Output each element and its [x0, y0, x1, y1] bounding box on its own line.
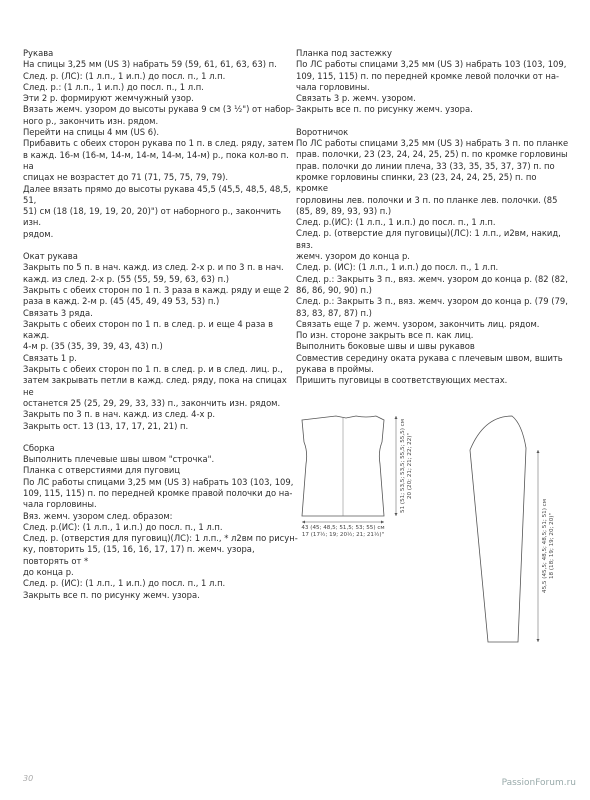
- text-line: Связать 3 р. жемч. узором.: [296, 93, 416, 104]
- text-line: раза в кажд. 2-м р. (45 (45, 49, 49 53, 53) п.): [23, 296, 220, 307]
- text-line: Закрыть по 5 п. в нач. кажд. из след. 2-х р. и по 3 п. в нач.: [23, 262, 284, 273]
- text-line: в кажд. 16-м (16-м, 14-м, 14-м, 14-м, 14-м) р., пока кол-во п. на: [23, 149, 289, 171]
- section-title: Планка под застежку: [296, 48, 392, 58]
- text-line: горловины лев. полочки и 3 п. по планке лев. полочки. (85: [296, 194, 558, 205]
- text-line: прав. полочки до линии плеча, 33 (33, 35, 35, 37, 37) п. по: [296, 160, 555, 171]
- text-line: Выполнить боковые швы и швы рукавов: [296, 341, 475, 352]
- text-line: Планка с отверстиями для пуговиц: [23, 465, 181, 476]
- text-line: След. р. (ИС): (1 л.п., 1 и.п.) до посл. п., 1 л.п.: [296, 262, 499, 273]
- section-title: Воротничок: [296, 126, 349, 137]
- section-title: Сборка: [23, 442, 55, 453]
- section-title: Рукава: [23, 48, 54, 58]
- text-line: прав. полочки, 23 (23, 24, 24, 25, 25) п. по кромке горловины: [296, 149, 568, 160]
- section: [23, 443, 298, 601]
- text-line: Закрыть по 3 п. в нач. кажд. из след. 4-х р.: [23, 409, 216, 420]
- section: [23, 48, 298, 240]
- text-line: След. р.: (1 л.п., 1 и.п.) до посл. п., 1 л.п.: [23, 81, 204, 92]
- text-line: На спицы 3,25 мм (US 3) набрать 59 (59, 61, 61, 63, 63) п.: [23, 59, 277, 70]
- text-line: По ЛС работы спицами 3,25 мм (US 3) набрать 3 п. по планке: [296, 138, 569, 149]
- text-line: Закрыть с обеих сторон по 1 п. 3 раза в кажд. ряду и еще 2: [23, 284, 290, 295]
- text-line: 109, 115, 115) п. по передней кромке левой полочки от на-: [296, 70, 560, 81]
- text-line: Связать еще 7 р. жемч. узором, закончить лиц. рядом.: [296, 318, 540, 329]
- text-line: Закрыть с обеих сторон по 1 п. в след. р. и еще 4 раза в кажд.: [23, 318, 274, 341]
- section: [296, 48, 571, 116]
- text-line: Закрыть все п. по рисунку жемч. узора.: [296, 104, 473, 115]
- text-line: След. р.: Закрыть 3 п., вяз. жемч. узором до конца р. (79 (79,: [296, 296, 568, 307]
- text-line: Вязать жемч. узором до высоты рукава 9 см (3 ½") от набор-: [23, 104, 294, 115]
- sleeve-length-in-label: 18 (18; 19; 19; 20; 20)": [549, 512, 555, 580]
- text-line: След. р. (ИС): (1 л.п., 1 и.п.) до посл. п., 1 л.п.: [23, 578, 226, 589]
- text-line: Выполнить плечевые швы швом "строчка".: [23, 454, 215, 465]
- sleeve-length-label: 45,5 (45,5; 48,5; 48,5; 51; 51) см: [542, 499, 548, 593]
- body-width-in-label: 17 (17½; 19; 20½; 21; 21½)": [301, 532, 385, 538]
- text-line: Связать 3 ряда.: [23, 307, 93, 318]
- text-line: Связать 1 р.: [23, 352, 77, 363]
- text-line: След. р.(ИС): (1 л.п., 1 и.п.) до посл. п., 1 л.п.: [296, 217, 496, 228]
- text-line: останется 25 (25, 29, 29, 33, 33) п., закончить изн. рядом.: [23, 397, 281, 408]
- body-height-label: 51 (51; 53,5; 53,5; 55,5; 55,5) см: [400, 419, 406, 513]
- text-line: 51) см (18 (18, 19, 19, 20, 20)") от наборного р., закончить изн.: [23, 206, 282, 228]
- text-line: По ЛС работы спицами 3,25 мм (US 3) набрать 103 (103, 109,: [23, 476, 294, 487]
- text-line: кромке горловины спинки, 23 (23, 24, 24, 25, 25) п. по кромке: [296, 171, 537, 194]
- body-width-label: 43 (45; 48,5; 51,5; 53; 55) см: [301, 525, 385, 531]
- text-line: чала горловины.: [23, 499, 97, 510]
- section: [23, 251, 298, 432]
- text-line: Закрыть с обеих сторон по 1 п. в след. р. и в след. лиц. р.,: [23, 364, 283, 375]
- text-line: Пришить пуговицы в соответствующих местах.: [296, 375, 508, 386]
- text-line: По ЛС работы спицами 3,25 мм (US 3) набрать 103 (103, 109,: [296, 59, 567, 70]
- text-line: ного р., закончить изн. рядом.: [23, 115, 159, 126]
- text-line: ку, повторить 15, (15, 16, 16, 17, 17) п. жемч. узора, повторять от *: [23, 544, 255, 566]
- text-line: Закрыть все п. по рисунку жемч. узора.: [23, 589, 200, 600]
- text-line: рукава в проймы.: [296, 364, 374, 375]
- text-line: По изн. стороне закрыть все п. как лиц.: [296, 330, 474, 341]
- text-line: Далее вязать прямо до высоты рукава 45,5 (45,5, 48,5, 48,5, 51,: [23, 183, 291, 205]
- text-line: След. р. (отверстие для пуговицы)(ЛС): 1 л.п., и2вм, накид, вяз.: [296, 228, 561, 250]
- sleeve-schematic: [466, 414, 556, 644]
- text-line: 109, 115, 115) п. по передней кромке правой полочки до на-: [23, 487, 293, 498]
- body-schematic: [296, 412, 426, 572]
- text-line: чала горловины.: [296, 81, 370, 92]
- text-line: затем закрывать петли в кажд. след. ряду, пока на спицах не: [23, 375, 287, 397]
- sleeve-outline: [470, 416, 526, 642]
- section-title: Окат рукава: [23, 251, 78, 262]
- text-line: След. р. (отверстия для пуговиц)(ЛС): 1 л.п., * л2вм по рисун-: [23, 533, 298, 544]
- text-line: спицах не возрастет до 71 (71, 75, 75, 79, 79).: [23, 172, 229, 183]
- text-line: (85, 89, 89, 93, 93) п.): [296, 205, 392, 216]
- text-line: 86, 86, 90, 90) п.): [296, 284, 372, 295]
- right-column: [296, 48, 571, 398]
- text-line: до конца р.: [23, 567, 74, 578]
- text-line: След. р. (ЛС): (1 л.п., 1 и.п.) до посл. п., 1 л.п.: [23, 70, 226, 81]
- watermark: PassionForum.ru: [501, 778, 576, 788]
- text-line: 4-м р. (35 (35, 39, 39, 43, 43) п.): [23, 341, 163, 352]
- page-number: 30: [23, 774, 34, 783]
- text-line: жемч. узором до конца р.: [296, 251, 410, 262]
- text-line: Перейти на спицы 4 мм (US 6).: [23, 127, 160, 138]
- body-height-in-label: 20 (20; 21; 21; 22; 22)": [407, 432, 413, 500]
- text-line: кажд. из след. 2-х р. (55 (55, 59, 59, 63, 63) п.): [23, 273, 230, 284]
- text-line: 83, 83, 87, 87) п.): [296, 307, 372, 318]
- text-line: След. р.(ИС): (1 л.п., 1 и.п.) до посл. п., 1 л.п.: [23, 521, 223, 532]
- text-line: Прибавить с обеих сторон рукава по 1 п. в след. ряду, затем: [23, 138, 294, 149]
- text-line: След. р.: Закрыть 3 п., вяз. жемч. узором до конца р. (82 (82,: [296, 273, 568, 284]
- text-line: Совместив середину оката рукава с плечевым швом, вшить: [296, 352, 563, 363]
- text-line: Вяз. жемч. узором след. образом:: [23, 510, 173, 521]
- left-column: [23, 48, 298, 612]
- text-line: Закрыть ост. 13 (13, 17, 17, 21, 21) п.: [23, 420, 189, 431]
- text-line: рядом.: [23, 228, 54, 239]
- text-line: Эти 2 р. формируют жемчужный узор.: [23, 93, 194, 104]
- section: [296, 127, 571, 387]
